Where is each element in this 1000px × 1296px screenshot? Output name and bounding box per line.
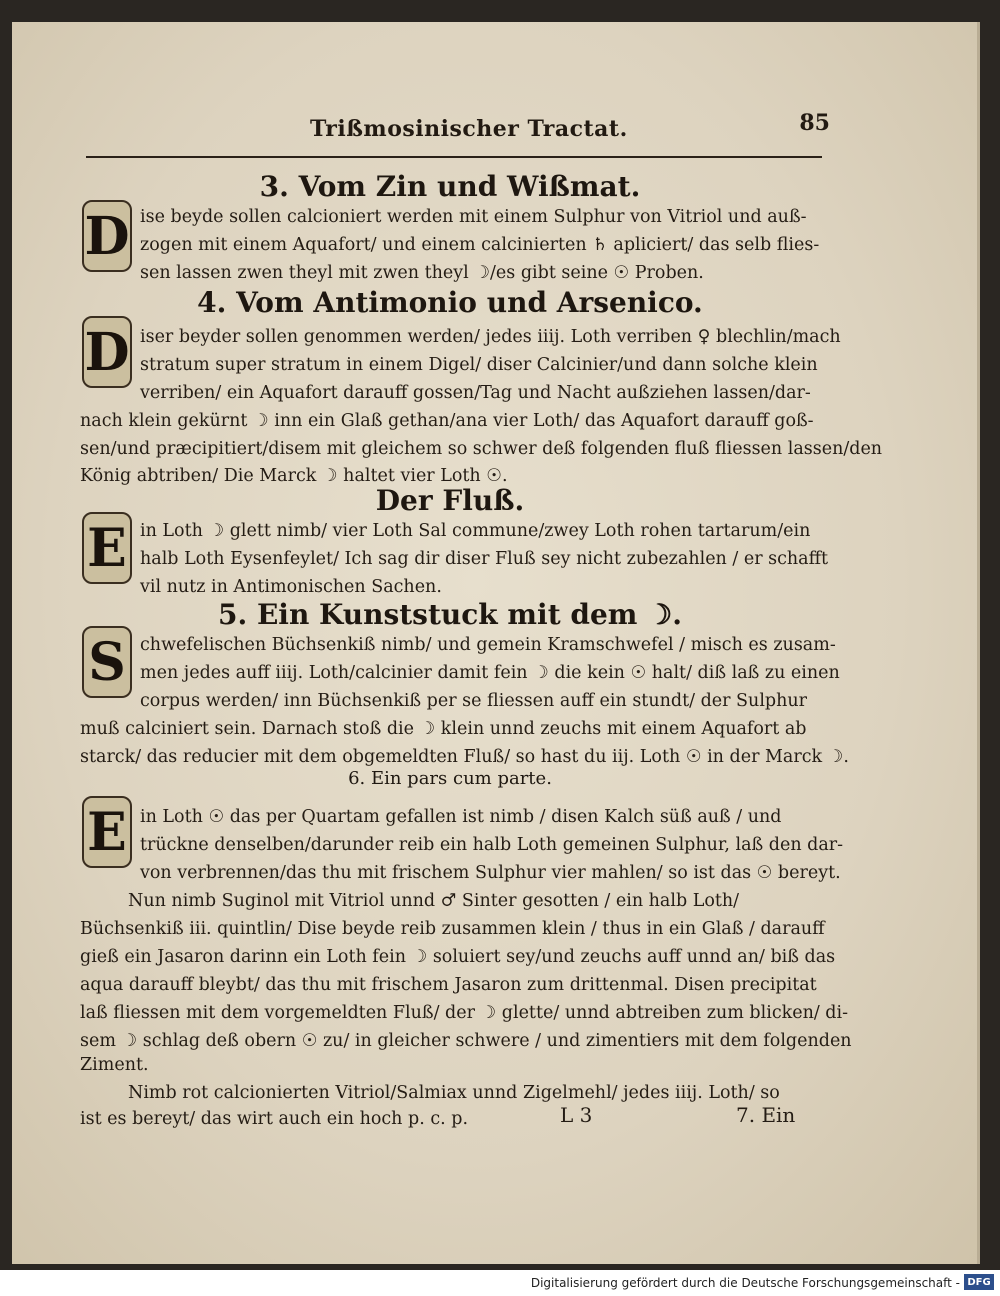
header-rule <box>86 156 822 158</box>
decorated-initial: D <box>82 316 132 388</box>
digitization-notice: Digitalisierung gefördert durch die Deutsche Forschungsgemeinschaft - <box>530 1276 960 1290</box>
text-line: gieß ein Jasaron darinn ein Loth fein ☽ soluiert sey/und zeuchs auff unnd an/ biß das <box>80 947 836 967</box>
decorated-initial: D <box>82 200 132 272</box>
section-heading-6: 6. Ein pars cum parte. <box>348 768 552 789</box>
decorated-initial: S <box>82 626 132 698</box>
page-number: 85 <box>799 110 830 136</box>
text-line: sen/und præcipitiert/disem mit gleichem so schwer deß folgenden fluß fliessen lassen/den <box>80 439 883 459</box>
text-line: von verbrennen/das thu mit frischem Sulphur vier mahlen/ so ist das ☉ bereyt. <box>140 863 841 883</box>
text-line: halb Loth Eysenfeylet/ Ich sag dir diser Fluß sey nicht zubezahlen / er schafft <box>140 549 829 569</box>
running-head-title: Trißmosinischer Tractat. <box>310 116 628 142</box>
signature-mark: L 3 <box>560 1103 593 1127</box>
text-line: laß fliessen mit dem vorgemeldten Fluß/ der ☽ glette/ unnd abtreiben zum blicken/ di- <box>80 1003 849 1023</box>
running-head <box>80 100 830 150</box>
text-line: nach klein gekürnt ☽ inn ein Glaß gethan/ana vier Loth/ das Aquafort darauff goß- <box>80 411 814 431</box>
text-line: verriben/ ein Aquafort darauff gossen/Tag und Nacht außziehen lassen/dar- <box>140 383 811 403</box>
text-line: starck/ das reducier mit dem obgemeldten Fluß/ so hast du iij. Loth ☉ in der Marck ☽. <box>80 747 849 767</box>
text-line: ise beyde sollen calcioniert werden mit einem Sulphur von Vitriol und auß- <box>140 207 807 227</box>
text-line: sen lassen zwen theyl mit zwen theyl ☽/es gibt seine ☉ Proben. <box>140 263 704 283</box>
decorated-initial: E <box>82 796 132 868</box>
text-line: König abtriben/ Die Marck ☽ haltet vier Loth ☉. <box>80 466 508 486</box>
catchword: 7. Ein <box>736 1103 796 1127</box>
text-line: stratum super stratum in einem Digel/ diser Calcinier/und dann solche klein <box>140 355 818 375</box>
text-line: Nimb rot calcionierten Vitriol/Salmiax unnd Zigelmehl/ jedes iiij. Loth/ so <box>128 1083 780 1103</box>
text-line: sem ☽ schlag deß obern ☉ zu/ in gleicher schwere / und zimentiers mit dem folgenden <box>80 1031 852 1051</box>
text-line: Ziment. <box>80 1055 149 1075</box>
dfg-logo: DFG <box>964 1274 994 1290</box>
section-heading-5: 5. Ein Kunststuck mit dem ☽. <box>217 598 682 631</box>
text-line: men jedes auff iiij. Loth/calcinier damit fein ☽ die kein ☉ halt/ diß laß zu einen <box>140 663 840 683</box>
text-line: trückne denselben/darunder reib ein halb Loth gemeinen Sulphur, laß den dar- <box>140 835 844 855</box>
text-line: chwefelischen Büchsenkiß nimb/ und gemein Kramschwefel / misch es zusam- <box>140 635 836 655</box>
decorated-initial: E <box>82 512 132 584</box>
text-line: muß calciniert sein. Darnach stoß die ☽ klein unnd zeuchs mit einem Aquafort ab <box>80 719 807 739</box>
text-line: in Loth ☽ glett nimb/ vier Loth Sal commune/zwey Loth rohen tartarum/ein <box>140 521 811 541</box>
text-line: zogen mit einem Aquafort/ und einem calcinierten ♄ apliciert/ das selb flies- <box>140 235 820 255</box>
text-line: vil nutz in Antimonischen Sachen. <box>140 577 442 597</box>
section-heading-3: 3. Vom Zin und Wißmat. <box>259 170 641 203</box>
text-line: ist es bereyt/ das wirt auch ein hoch p. c. p. <box>80 1109 469 1129</box>
section-heading-4: 4. Vom Antimonio und Arsenico. <box>197 286 703 319</box>
text-line: in Loth ☉ das per Quartam gefallen ist nimb / disen Kalch süß auß / und <box>140 807 782 827</box>
digitization-footer <box>0 1270 1000 1296</box>
text-line: corpus werden/ inn Büchsenkiß per se fliessen auff ein stundt/ der Sulphur <box>140 691 808 711</box>
text-line: iser beyder sollen genommen werden/ jedes iiij. Loth verriben ♀ blechlin/mach <box>140 327 841 347</box>
section-heading-fluss: Der Fluß. <box>375 484 525 517</box>
text-line: Nun nimb Suginol mit Vitriol unnd ♂ Sinter gesotten / ein halb Loth/ <box>128 891 740 911</box>
text-line: Büchsenkiß iii. quintlin/ Dise beyde reib zusammen klein / thus in ein Glaß / darauff <box>80 919 825 939</box>
text-line: aqua darauff bleybt/ das thu mit frischem Jasaron zum drittenmal. Disen precipitat <box>80 975 817 995</box>
